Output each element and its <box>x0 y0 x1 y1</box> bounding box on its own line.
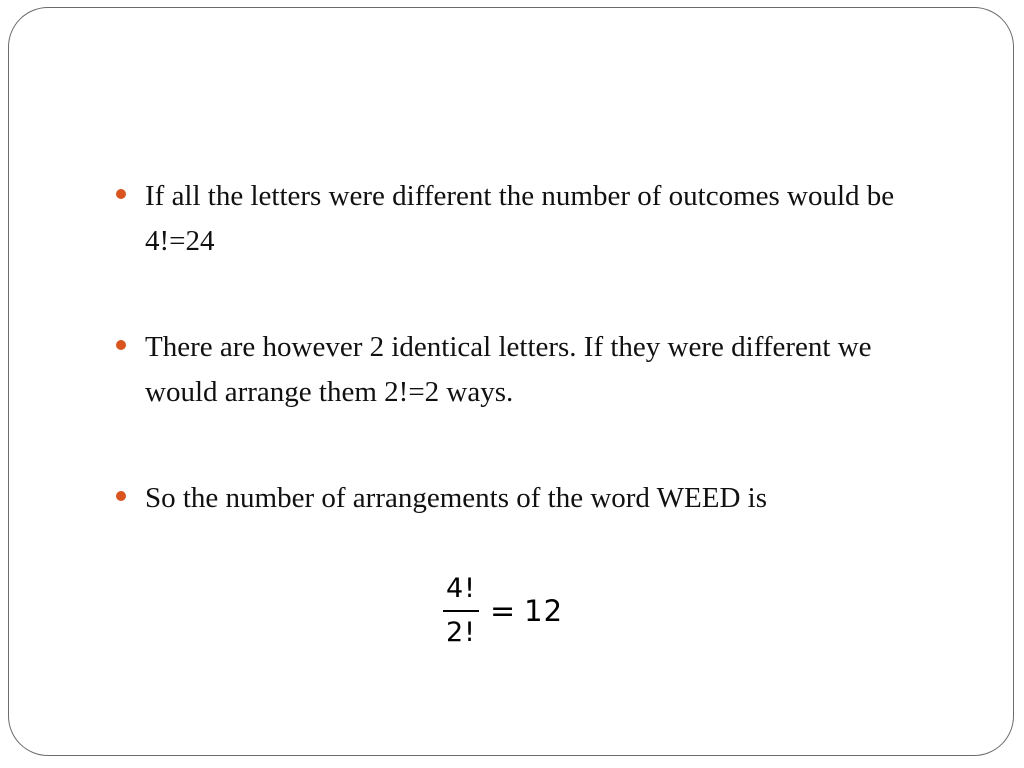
bullet-dot-icon <box>116 189 126 199</box>
formula-result: 12 <box>524 594 564 628</box>
bullet-dot-icon <box>116 491 126 501</box>
fraction <box>443 572 479 650</box>
bullet-text: There are however 2 identical letters. If they were different we would arrange them 2!=2 ways. <box>145 331 872 408</box>
formula <box>443 565 563 657</box>
fraction-denominator: 2! <box>445 617 476 648</box>
bullet-item <box>116 325 946 415</box>
slide-frame <box>8 7 1014 756</box>
bullet-item <box>116 174 946 264</box>
equals-sign: = <box>490 593 516 629</box>
bullet-text: So the number of arrangements of the word WEED is <box>145 482 767 514</box>
fraction-numerator: 4! <box>445 573 476 604</box>
fraction-bar <box>443 610 479 612</box>
bullet-item <box>116 476 946 521</box>
bullet-dot-icon <box>116 340 126 350</box>
bullet-text: If all the letters were different the number of outcomes would be 4!=24 <box>145 180 895 257</box>
